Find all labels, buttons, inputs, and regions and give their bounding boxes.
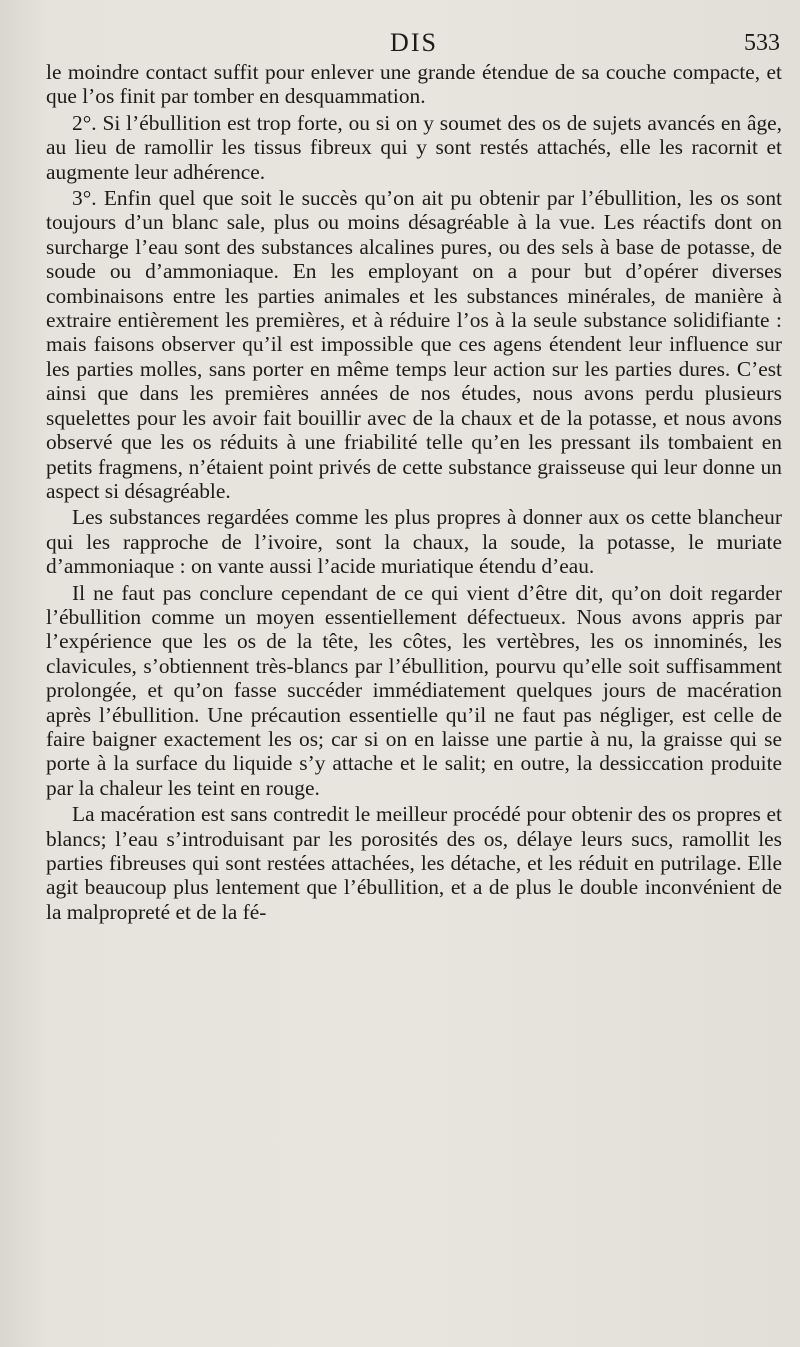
page-number: 533: [744, 30, 780, 56]
running-head-title: DIS: [390, 28, 438, 57]
paragraph-point-2: 2°. Si l’ébullition est trop forte, ou si on y soumet des os de sujets avancés en âge, au lieu de ramollir les tissus fibreux qui y sont restés attachés, elle les racornit et augmente leur adhérence.: [46, 110, 782, 184]
paragraph-substances: Les substances regardées comme les plus propres à donner aux os cette blancheur qui les rapproche de l’ivoire, sont la chaux, la soude, la potasse, le muriate d’ammoniaque : on vante aussi l’acide muriatique étendu d’eau.: [46, 505, 782, 579]
paragraph-maceration: La macération est sans contredit le meilleur procédé pour obtenir des os propres et blancs; l’eau s’introduisant par les porosités des os, délaye leurs sucs, ramollit les parties fibreuses qui sont restées attachées, les détache, et les réduit en putrilage. Elle agit beaucoup plus lentement que l’ébullition, et a de plus le double inconvénient de la malpropreté et de la fé-: [46, 802, 782, 924]
paragraph-point-3: 3°. Enfin quel que soit le succès qu’on ait pu obtenir par l’ébullition, les os sont toujours d’un blanc sale, plus ou moins désagréable à la vue. Les réactifs dont on surcharge l’eau sont des substances alcalines pures, ou des sels à base de potasse, de soude ou d’ammoniaque. En les employant on a pour but d’opérer diverses combinaisons entre les parties animales et les substances minérales, de manière à extraire entièrement les premières, et à réduire l’os à la seule substance solidifiante : mais faisons observer qu’il est impossible que ces agens étendent leur influence sur les parties molles, sans porter en même temps leur action sur les parties dures. C’est ainsi que dans les premières années de nos études, nous avons perdu plusieurs squelettes pour les avoir fait bouillir avec de la chaux et de la potasse, et nous avons observé que les os réduits à une friabilité telle qu’en les pressant ils tombaient en petits fragmens, n’étaient point privés de cette substance graisseuse qui leur donne un aspect si désagréable.: [46, 186, 782, 503]
paragraph-ebullition: Il ne faut pas conclure cependant de ce qui vient d’être dit, qu’on doit regarder l’ébullition comme un moyen essentiellement défectueux. Nous avons appris par l’expérience que les os de la tête, les côtes, les vertèbres, les os innominés, les clavicules, s’obtiennent très-blancs par l’ébullition, pourvu qu’elle soit suffisamment prolongée, et qu’on fasse succéder immédiatement quelques jours de macération après l’ébullition. Une précaution essentielle qu’il ne faut pas négliger, est celle de faire baigner exactement les os; car si on en laisse une partie à nu, la graisse qui se porte à la surface du liquide s’y attache et le salit; en outre, la dessiccation produite par la chaleur les teint en rouge.: [46, 580, 782, 800]
paragraph-continuation: le moindre contact suffit pour enlever une grande étendue de sa couche compacte, et que l’os finit par tomber en desquammation.: [46, 60, 782, 109]
running-head: [44, 28, 784, 60]
body-text: [46, 60, 782, 924]
